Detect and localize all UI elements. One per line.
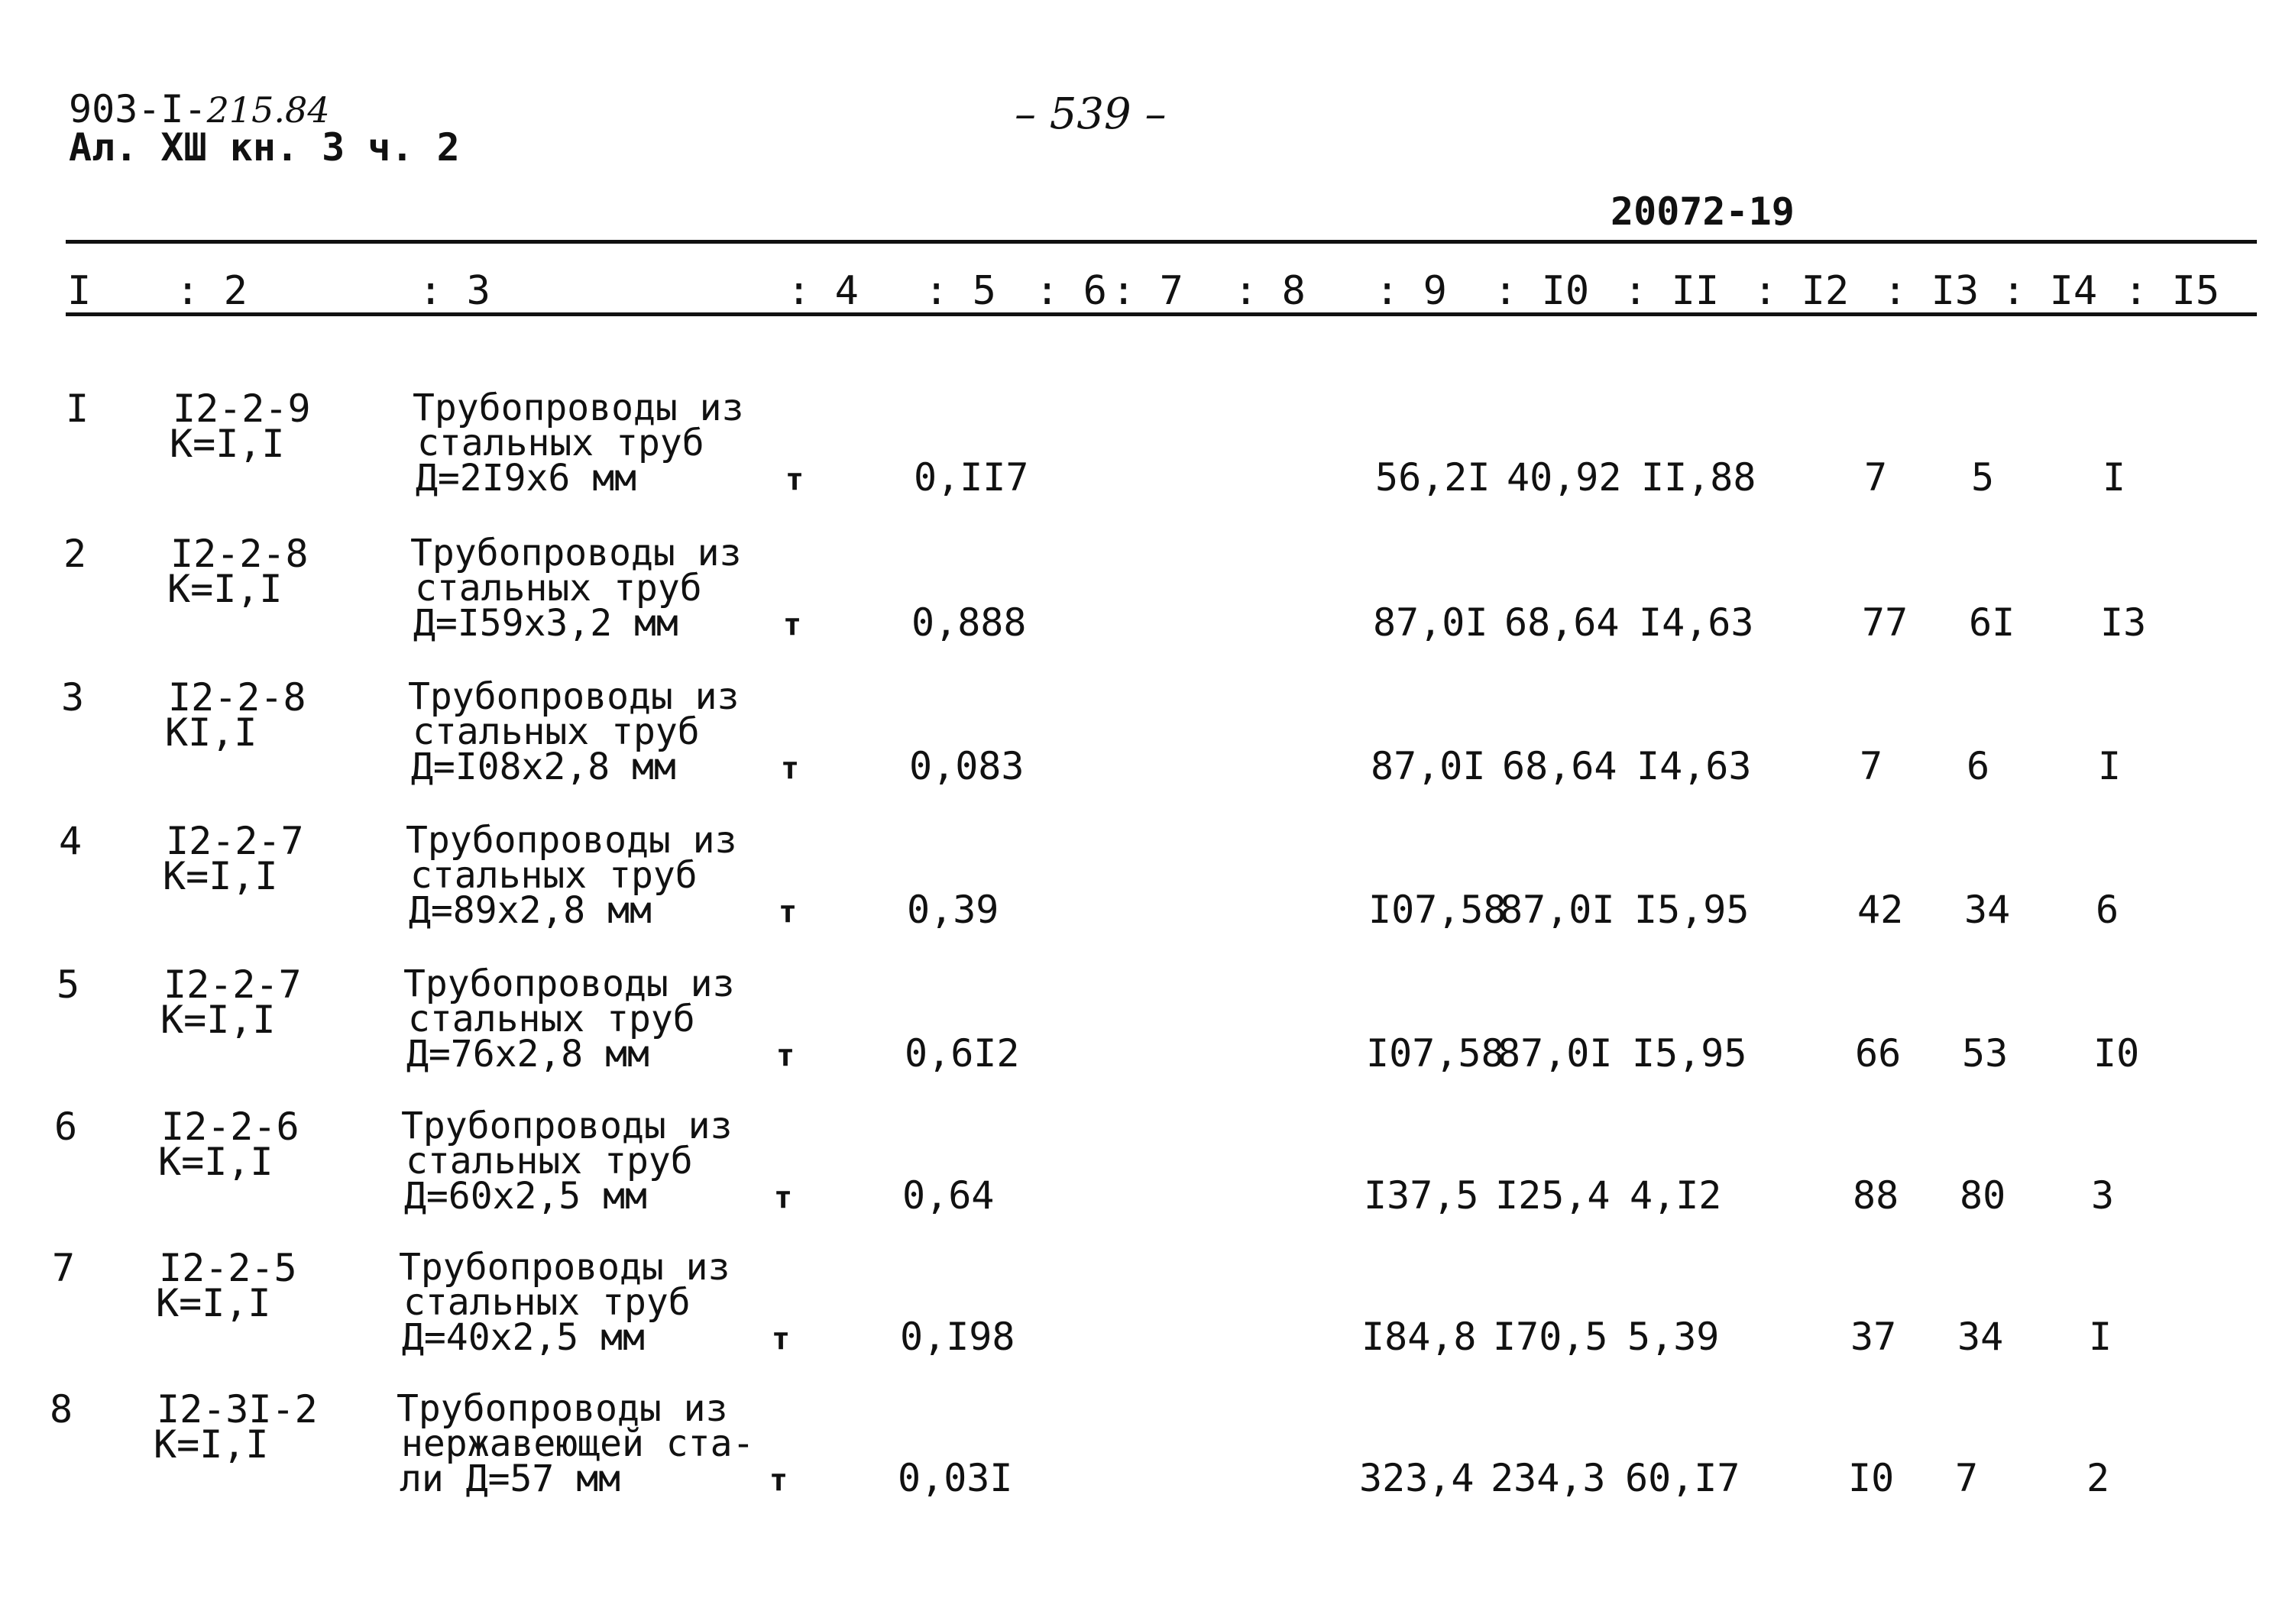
description-line: Трубопроводы из [410, 532, 742, 574]
total-cost: I37,5 [1364, 1173, 1479, 1218]
norm-code: I2-2-5 [159, 1246, 297, 1290]
quantity: 0,03I [898, 1456, 1013, 1500]
column-14-value: 5 [1971, 455, 1995, 500]
coefficient: К=I,I [167, 567, 283, 611]
total-cost: 87,0I [1371, 744, 1486, 788]
description-line: стальных труб [403, 1281, 691, 1324]
description-line: Трубопроводы из [406, 819, 737, 862]
machine-operation-cost: I4,63 [1636, 744, 1752, 788]
machine-operation-cost: I5,95 [1634, 888, 1750, 932]
description-line: Трубопроводы из [397, 1387, 728, 1430]
page-number: – 539 – [1015, 89, 1167, 139]
row-number: 6 [54, 1105, 78, 1149]
row-number: 4 [59, 819, 83, 863]
machine-operation-cost: 60,I7 [1625, 1456, 1740, 1500]
column-14-value: 34 [1957, 1315, 2004, 1359]
total-cost: 323,4 [1359, 1456, 1475, 1500]
column-number: : I2 [1753, 268, 1850, 314]
total-cost: I07,58 [1366, 1031, 1504, 1076]
machine-operation-cost: 5,39 [1627, 1315, 1720, 1359]
document-code [69, 87, 330, 131]
document-subtitle: Ал. ХШ кн. 3 ч. 2 [69, 125, 460, 170]
quantity: 0,888 [911, 600, 1027, 645]
unit-of-measure: т [785, 462, 804, 497]
basic-wage-cost: I70,5 [1493, 1315, 1608, 1359]
description-line: Д=I08х2,8 мм [411, 746, 676, 788]
basic-wage-cost: 40,92 [1507, 455, 1622, 500]
quantity: 0,083 [909, 744, 1025, 788]
column-number: : I0 [1494, 268, 1590, 314]
coefficient: К=I,I [156, 1281, 271, 1325]
description-line: Д=60х2,5 мм [404, 1175, 647, 1218]
unit-of-measure: т [774, 1180, 793, 1215]
machine-operation-cost: II,88 [1641, 455, 1756, 500]
description-line: Трубопроводы из [401, 1105, 733, 1147]
column-13-value: 7 [1864, 455, 1888, 500]
column-15-value: 6 [2096, 888, 2119, 932]
norm-code: I2-2-8 [170, 532, 309, 576]
column-14-value: 34 [1964, 888, 2011, 932]
row-number: 7 [52, 1246, 76, 1290]
column-number: : 6 [1035, 268, 1107, 314]
column-number: : 5 [924, 268, 996, 314]
quantity: 0,I98 [900, 1315, 1015, 1359]
column-14-value: 6 [1967, 744, 1990, 788]
total-cost: 56,2I [1375, 455, 1491, 500]
column-number: : 7 [1112, 268, 1183, 314]
unit-of-measure: т [779, 894, 798, 930]
description-line: нержавеющей ста- [401, 1422, 755, 1465]
column-13-value: 66 [1855, 1031, 1902, 1076]
column-13-value: I0 [1848, 1456, 1895, 1500]
column-14-value: 6I [1969, 600, 2015, 645]
coefficient: К=I,I [160, 998, 276, 1042]
coefficient: К=I,I [163, 854, 278, 898]
description-line: Трубопроводы из [408, 675, 740, 718]
column-14-value: 7 [1955, 1456, 1979, 1500]
description-line: Д=76х2,8 мм [406, 1033, 649, 1076]
column-13-value: 77 [1862, 600, 1908, 645]
column-13-value: 7 [1860, 744, 1883, 788]
description-line: Д=40х2,5 мм [402, 1316, 645, 1359]
total-cost: 87,0I [1373, 600, 1488, 645]
column-15-value: I0 [2093, 1031, 2140, 1076]
unit-of-measure: т [776, 1038, 795, 1073]
norm-code: I2-2-7 [166, 819, 304, 863]
basic-wage-cost: 68,64 [1502, 744, 1617, 788]
column-15-value: 2 [2086, 1456, 2110, 1500]
description-line: ли Д=57 мм [400, 1457, 620, 1500]
unit-of-measure: т [769, 1463, 788, 1498]
column-number: : I4 [2002, 268, 2098, 314]
basic-wage-cost: 234,3 [1491, 1456, 1606, 1500]
column-number: : 4 [787, 268, 859, 314]
basic-wage-cost: 68,64 [1504, 600, 1620, 645]
column-number: : I3 [1883, 268, 1980, 314]
coefficient: КI,I [165, 710, 257, 755]
column-15-value: I [2098, 744, 2122, 788]
description-line: Трубопроводы из [403, 962, 735, 1005]
description-line: Трубопроводы из [413, 387, 744, 429]
description-line: стальных труб [413, 710, 700, 753]
description-line: стальных труб [417, 422, 704, 464]
document-code-prefix: 903-I- [69, 87, 207, 131]
basic-wage-cost: 87,0I [1500, 888, 1615, 932]
norm-code: I2-3I-2 [157, 1387, 318, 1432]
description-line: стальных труб [408, 998, 695, 1040]
coefficient: К=I,I [158, 1140, 274, 1184]
coefficient: К=I,I [170, 422, 285, 466]
column-15-value: 3 [2091, 1173, 2115, 1218]
column-14-value: 53 [1962, 1031, 2009, 1076]
description-line: Д=89х2,8 мм [409, 889, 652, 932]
column-number: : I5 [2124, 268, 2220, 314]
total-cost: I07,58 [1368, 888, 1507, 932]
description-line: Д=2I9х6 мм [416, 457, 636, 500]
machine-operation-cost: I4,63 [1639, 600, 1754, 645]
unit-of-measure: т [783, 607, 802, 642]
norm-code: I2-2-7 [163, 962, 302, 1007]
column-15-value: I [2103, 455, 2126, 500]
norm-code: I2-2-6 [161, 1105, 299, 1149]
row-number: 8 [50, 1387, 73, 1432]
description-line: Трубопроводы из [399, 1246, 730, 1289]
norm-code: I2-2-8 [168, 675, 306, 720]
total-cost: I84,8 [1361, 1315, 1477, 1359]
document-code-handwritten: 215.84 [206, 89, 330, 131]
column-13-value: 88 [1853, 1173, 1899, 1218]
machine-operation-cost: I5,95 [1632, 1031, 1747, 1076]
description-line: стальных труб [410, 854, 698, 897]
quantity: 0,II7 [914, 455, 1029, 500]
sheet-code: 20072-19 [1611, 189, 1795, 234]
column-13-value: 42 [1857, 888, 1904, 932]
unit-of-measure: т [781, 751, 800, 786]
quantity: 0,6I2 [905, 1031, 1020, 1076]
row-number: 2 [63, 532, 87, 576]
row-number: 5 [57, 962, 80, 1007]
basic-wage-cost: I25,4 [1495, 1173, 1611, 1218]
row-number: 3 [61, 675, 85, 720]
column-number: : 9 [1375, 268, 1447, 314]
column-13-value: 37 [1850, 1315, 1897, 1359]
basic-wage-cost: 87,0I [1497, 1031, 1613, 1076]
column-number: : 3 [419, 268, 490, 314]
machine-operation-cost: 4,I2 [1630, 1173, 1722, 1218]
norm-code: I2-2-9 [173, 387, 311, 431]
description-line: стальных труб [415, 567, 702, 610]
row-number: I [66, 387, 89, 431]
description-line: стальных труб [406, 1140, 693, 1182]
column-number: I [67, 268, 92, 314]
description-line: Д=I59х3,2 мм [413, 602, 678, 645]
column-number: : II [1624, 268, 1720, 314]
column-14-value: 80 [1960, 1173, 2006, 1218]
unit-of-measure: т [772, 1322, 791, 1357]
table-top-rule [66, 240, 2257, 244]
column-number: : 2 [176, 268, 248, 314]
quantity: 0,39 [907, 888, 999, 932]
column-15-value: I [2089, 1315, 2112, 1359]
column-15-value: I3 [2100, 600, 2147, 645]
quantity: 0,64 [902, 1173, 995, 1218]
coefficient: К=I,I [154, 1422, 269, 1467]
column-number: : 8 [1234, 268, 1306, 314]
